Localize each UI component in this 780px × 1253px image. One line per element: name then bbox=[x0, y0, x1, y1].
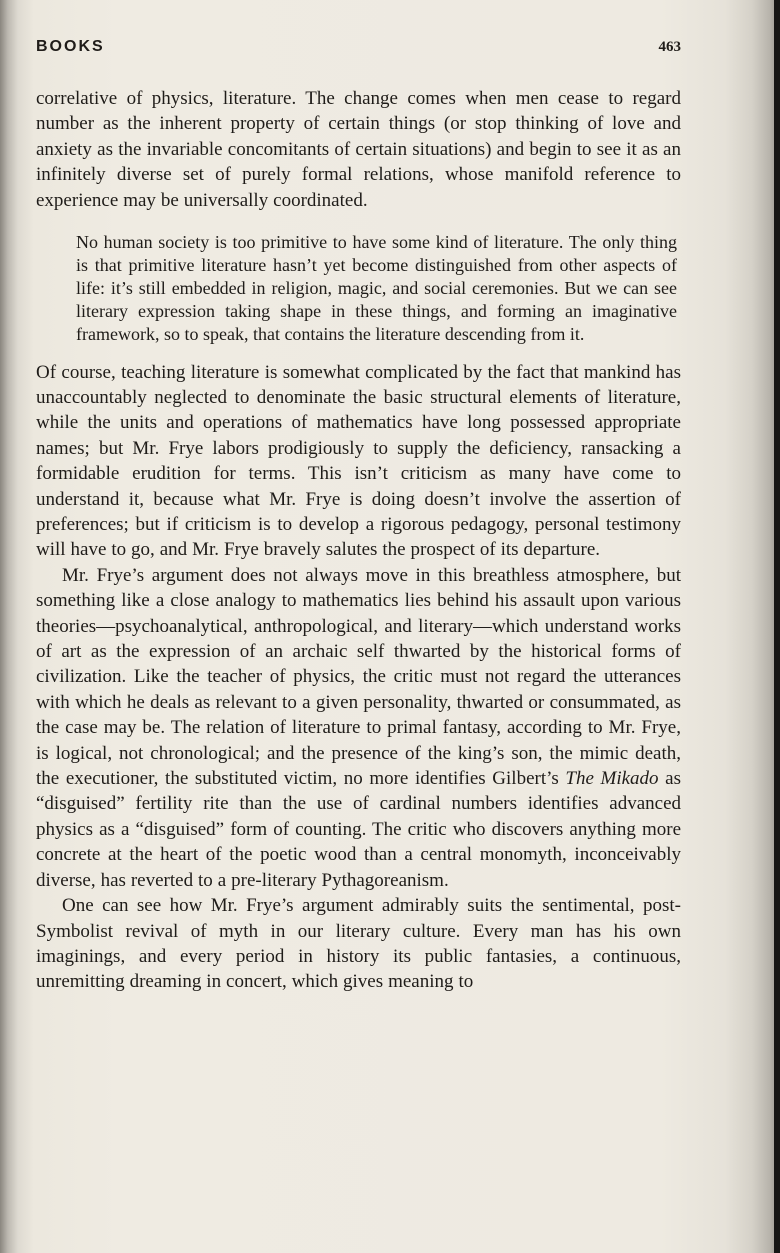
work-title-mikado: The Mikado bbox=[565, 768, 659, 790]
paragraph-frye-argument bbox=[36, 563, 681, 893]
paragraph-myth-revival: One can see how Mr. Frye’s argument admirably suits the sentimental, post-Symbolist revival of myth in our literary culture. Every man has his own imaginings, and every period in history its public fantasies, a continuous, unremitting dreaming in concert, which gives meaning to bbox=[36, 895, 681, 993]
opening-paragraph: correlative of physics, literature. The change comes when men cease to regard number as the inherent property of certain things (or stop thinking of love and anxiety as the invariable concomitants of certain situations) and begin to see it as an infinitely diverse set of purely formal relations, whose manifold reference to experience may be universally coordinated. bbox=[36, 88, 681, 211]
paragraph-teaching-literature: Of course, teaching literature is somewhat complicated by the fact that mankind has unaccountably neglected to denominate the basic structural elements of literature, while the units and operations of mathematics have long possessed appropriate names; but Mr. Frye labors prodigiously to supply the deficiency, ransacking a formidable erudition for terms. This isn’t criticism as many have come to understand it, because what Mr. Frye is doing doesn’t involve the assertion of preferences; but if criticism is to develop a rigorous pedagogy, personal testimony will have to go, and Mr. Frye bravely salutes the prospect of its departure. bbox=[36, 361, 681, 561]
page-edge-shadow bbox=[774, 0, 780, 1253]
running-head bbox=[36, 38, 681, 62]
article-text bbox=[36, 86, 681, 1011]
paragraph-frye-argument-text-before-title: Mr. Frye’s argument does not always move in this breathless atmosphere, but something like a close analogy to mathematics lies behind his assault upon various theories—psychoanalytical, anthropological, and literary—which understand works of art as the expression of an archaic self thwarted by the historical forms of civilization. Like the teacher of physics, the critic must not regard the utterances with which he deals as relevant to a given personality, thwarted or consummated, as the case may be. The relation of literature to primal fantasy, according to Mr. Frye, is logical, not chronological; and the presence of the king’s son, the mimic death, the executioner, the substituted victim, no more identifies Gilbert’s bbox=[36, 564, 681, 790]
section-title: BOOKS bbox=[36, 38, 105, 55]
paragraph-frye-argument-text-after-title: as “disguised” fertility rite than the use of cardinal numbers identifies advanced physics as a “disguised” form of counting. The critic who discovers anything more concrete at the heart of the poetic wood than a central monomyth, inconceivably diverse, has reverted to a pre-literary Pythagoreanism. bbox=[36, 768, 682, 891]
page-number: 463 bbox=[658, 39, 681, 55]
block-quote: No human society is too primitive to have some kind of literature. The only thing is that primitive literature hasn’t yet become distinguished from other aspects of life: it’s still embedded in religion, magic, and social ceremonies. But we can see literary expression taking shape in these things, and forming an imaginative framework, so to speak, that contains the literature descending from it. bbox=[76, 232, 677, 344]
